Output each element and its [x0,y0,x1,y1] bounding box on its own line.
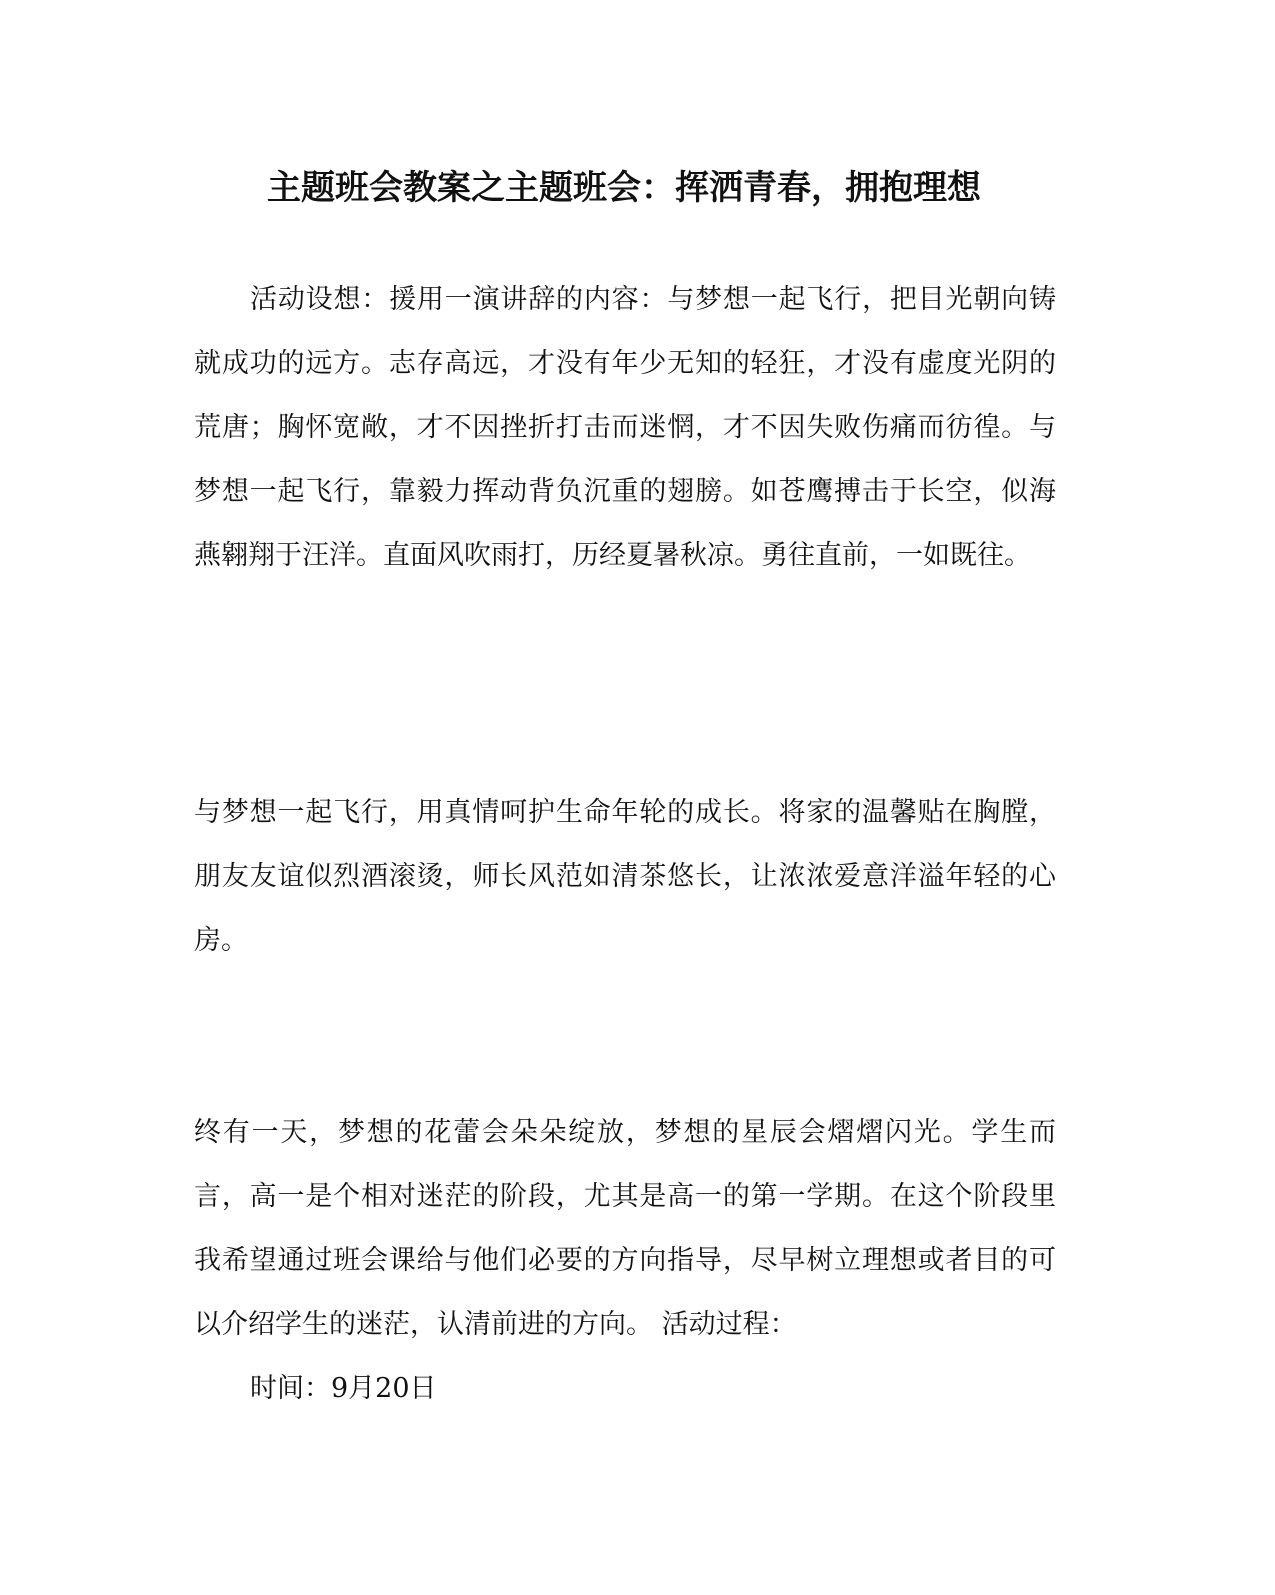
document-title: 主题班会教案之主题班会：挥洒青春，拥抱理想 [267,168,981,208]
paragraph-activity-idea: 活动设想：援用一演讲辞的内容：与梦想一起飞行，把目光朝向铸就成功的远方。志存高远，才没有年少无知的轻狂，才没有虚度光阴的荒唐；胸怀宽敞，才不因挫折打击而迷惘，才不因失败伤痛而彷徨。与梦想一起飞行，靠毅力挥动背负沉重的翅膀。如苍鹰搏击于长空，似海燕翱翔于汪洋。直面风吹雨打，历经夏暑秋凉。勇往直前，一如既往。 [194,284,1056,571]
paragraph-time: 时间：9月20日 [250,1373,437,1404]
paragraph-dream-bloom: 终有一天，梦想的花蕾会朵朵绽放，梦想的星辰会熠熠闪光。学生而言，高一是个相对迷茫的阶段，尤其是高一的第一学期。在这个阶段里我希望通过班会课给与他们必要的方向指导，尽早树立理想或者目的可以介绍学生的迷茫，认清前进的方向。 活动过程： [194,1117,1056,1340]
paragraph-dream-growth: 与梦想一起飞行，用真情呵护生命年轮的成长。将家的温馨贴在胸膛，朋友友谊似烈酒滚烫，师长风范如清茶悠长，让浓浓爱意洋溢年轻的心房。 [194,797,1056,956]
